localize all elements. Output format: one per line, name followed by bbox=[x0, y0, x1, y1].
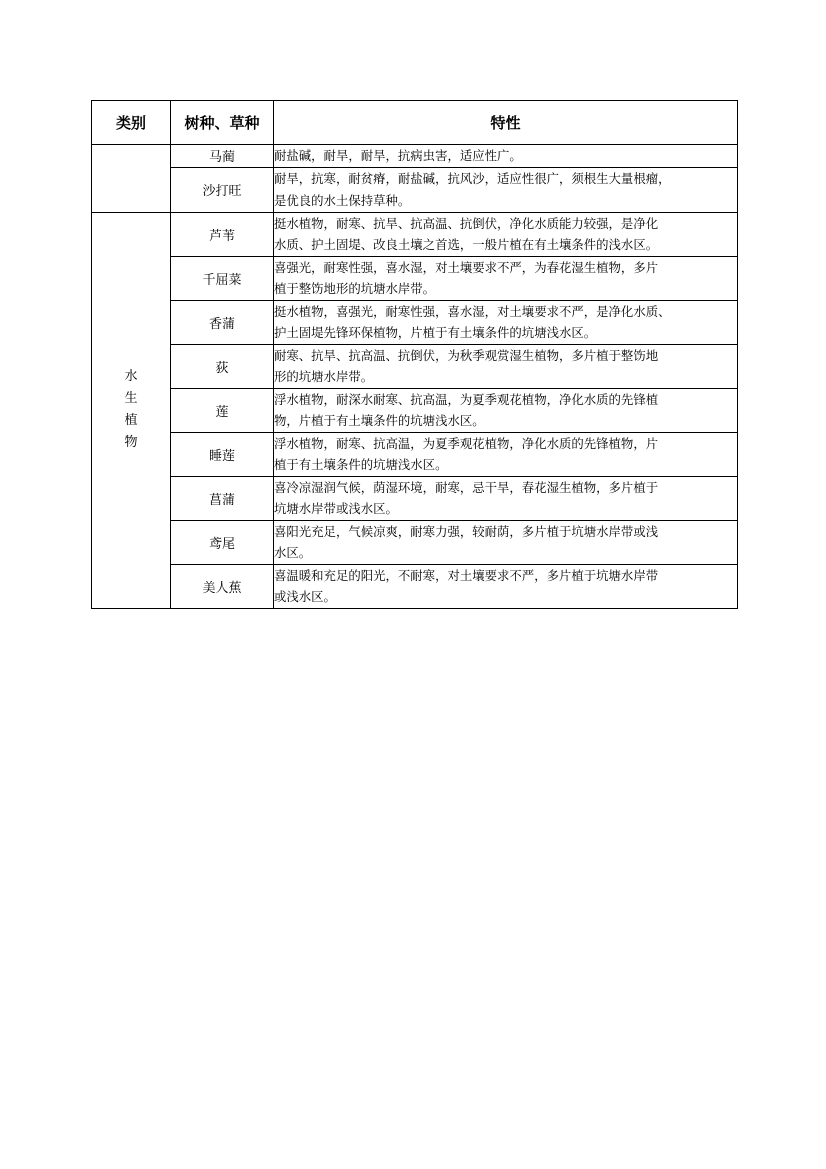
properties-cell bbox=[274, 388, 738, 432]
properties-line: 水区。 bbox=[274, 545, 312, 560]
species-cell: 沙打旺 bbox=[171, 167, 274, 212]
species-cell: 鸢尾 bbox=[171, 520, 274, 564]
header-category: 类别 bbox=[92, 101, 171, 145]
properties-cell bbox=[274, 520, 738, 564]
properties-line: 植于整饬地形的坑塘水岸带。 bbox=[274, 281, 436, 296]
category-char: 水 bbox=[124, 369, 138, 384]
species-cell: 马蔺 bbox=[171, 145, 274, 168]
properties-line: 耐旱，抗寒，耐贫瘠，耐盐碱，抗风沙，适应性很广，须根生大量根瘤， bbox=[274, 171, 671, 186]
properties-cell bbox=[274, 256, 738, 300]
table-row bbox=[92, 145, 738, 168]
species-cell: 美人蕉 bbox=[171, 564, 274, 608]
properties-line: 喜冷凉湿润气候，荫湿环境，耐寒，忌干旱，春花湿生植物，多片植于 bbox=[274, 479, 659, 495]
properties-cell bbox=[274, 344, 738, 388]
properties-cell bbox=[274, 300, 738, 344]
species-cell: 芦苇 bbox=[171, 212, 274, 256]
category-cell-aquatic-plants bbox=[92, 212, 171, 608]
table-row bbox=[92, 256, 738, 300]
properties-line: 浮水植物，耐深水耐寒、抗高温，为夏季观花植物，净化水质的先锋植 bbox=[274, 391, 659, 407]
species-cell: 千屈菜 bbox=[171, 256, 274, 300]
properties-cell bbox=[274, 476, 738, 520]
table-row bbox=[92, 344, 738, 388]
header-species: 树种、草种 bbox=[171, 101, 274, 145]
species-cell: 菖蒲 bbox=[171, 476, 274, 520]
properties-line: 植于有土壤条件的坑塘浅水区。 bbox=[274, 457, 448, 472]
properties-line: 挺水植物，耐寒、抗旱、抗高温、抗倒伏，净化水质能力较强，是净化 bbox=[274, 215, 659, 231]
properties-line: 喜温暖和充足的阳光，不耐寒，对土壤要求不严，多片植于坑塘水岸带 bbox=[274, 567, 659, 583]
category-cell-empty bbox=[92, 145, 171, 213]
table-row bbox=[92, 212, 738, 256]
properties-line: 或浅水区。 bbox=[274, 589, 336, 604]
table-row bbox=[92, 476, 738, 520]
table-row bbox=[92, 167, 738, 212]
properties-line: 形的坑塘水岸带。 bbox=[274, 369, 374, 384]
table-row bbox=[92, 520, 738, 564]
properties-line: 护土固堤先锋环保植物，片植于有土壤条件的坑塘浅水区。 bbox=[274, 325, 597, 340]
properties-line: 喜阳光充足，气候凉爽，耐寒力强，较耐荫，多片植于坑塘水岸带或浅 bbox=[274, 523, 659, 539]
table-row bbox=[92, 432, 738, 476]
properties-line: 是优良的水土保持草种。 bbox=[274, 192, 411, 208]
table-row bbox=[92, 300, 738, 344]
category-char: 植 bbox=[124, 413, 138, 428]
properties-line: 耐寒、抗旱、抗高温、抗倒伏，为秋季观赏湿生植物，多片植于整饬地 bbox=[274, 347, 659, 363]
properties-line: 挺水植物，喜强光，耐寒性强，喜水湿，对土壤要求不严，是净化水质、 bbox=[274, 303, 671, 319]
properties-line: 坑塘水岸带或浅水区。 bbox=[274, 501, 398, 516]
species-cell: 莲 bbox=[171, 388, 274, 432]
properties-cell bbox=[274, 145, 738, 168]
properties-cell bbox=[274, 167, 738, 212]
species-cell: 睡莲 bbox=[171, 432, 274, 476]
category-char: 生 bbox=[124, 391, 138, 406]
properties-line: 浮水植物，耐寒、抗高温，为夏季观花植物，净化水质的先锋植物，片 bbox=[274, 435, 659, 451]
properties-line: 水质、护土固堤、改良土壤之首选，一般片植在有土壤条件的浅水区。 bbox=[274, 237, 659, 252]
category-char: 物 bbox=[124, 435, 138, 450]
properties-line: 物，片植于有土壤条件的坑塘浅水区。 bbox=[274, 413, 485, 428]
species-cell: 荻 bbox=[171, 344, 274, 388]
plant-table bbox=[91, 100, 738, 609]
table-row bbox=[92, 564, 738, 608]
properties-line: 耐盐碱，耐旱，耐旱，抗病虫害，适应性广。 bbox=[274, 148, 522, 163]
header-properties: 特性 bbox=[274, 101, 738, 145]
properties-line: 喜强光，耐寒性强，喜水湿，对土壤要求不严，为春花湿生植物，多片 bbox=[274, 259, 659, 275]
properties-cell bbox=[274, 564, 738, 608]
table-row bbox=[92, 388, 738, 432]
header-row bbox=[92, 101, 738, 145]
properties-cell bbox=[274, 432, 738, 476]
species-cell: 香蒲 bbox=[171, 300, 274, 344]
properties-cell bbox=[274, 212, 738, 256]
